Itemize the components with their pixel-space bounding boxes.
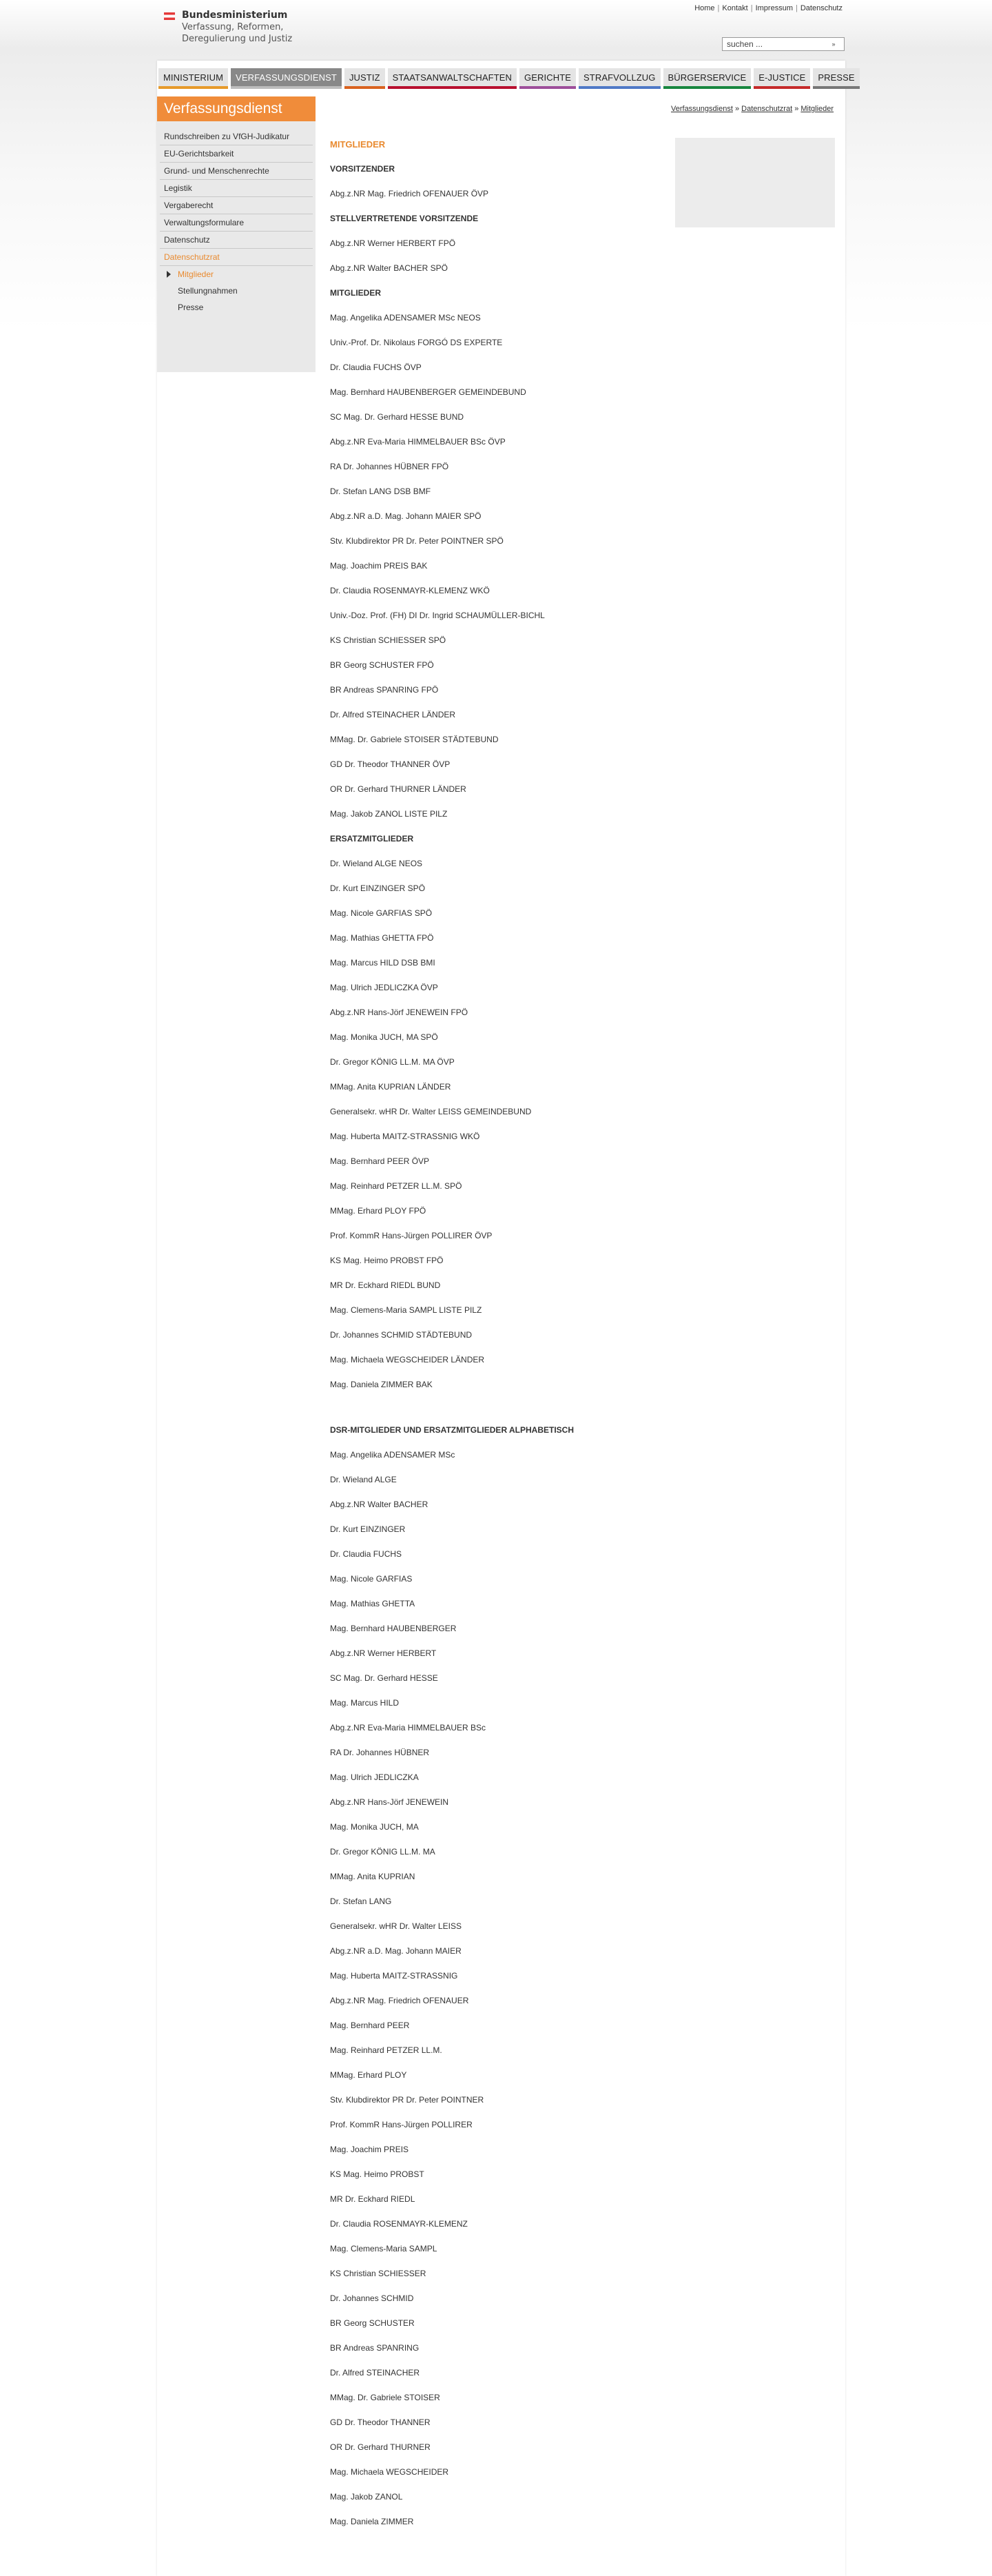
member-entry: Abg.z.NR Eva-Maria HIMMELBAUER BSc ÖVP xyxy=(330,437,506,447)
member-entry: Mag. Bernhard HAUBENBERGER xyxy=(330,1624,457,1633)
member-entry: SC Mag. Dr. Gerhard HESSE xyxy=(330,1673,438,1683)
member-entry: MMag. Erhard PLOY FPÖ xyxy=(330,1206,426,1216)
member-entry: Abg.z.NR Walter BACHER SPÖ xyxy=(330,263,448,273)
page-header xyxy=(0,0,992,58)
member-entry: Prof. KommR Hans-Jürgen POLLIRER ÖVP xyxy=(330,1231,493,1240)
list-alphabetisch xyxy=(330,1450,674,2526)
member-entry: Mag. Nicole GARFIAS SPÖ xyxy=(330,908,433,918)
member-entry: GD Dr. Theodor THANNER ÖVP xyxy=(330,759,451,769)
topnav-datenschutz-link[interactable]: Datenschutz xyxy=(800,4,843,12)
member-entry: Dr. Claudia ROSENMAYR-KLEMENZ xyxy=(330,2219,468,2229)
topnav-home-link[interactable]: Home xyxy=(694,4,715,12)
member-entry: Dr. Claudia FUCHS xyxy=(330,1549,402,1559)
topnav-separator: | xyxy=(795,4,798,12)
member-entry: MMag. Anita KUPRIAN xyxy=(330,1872,415,1881)
member-entry: BR Andreas SPANRING xyxy=(330,2343,420,2353)
sidebar-menu xyxy=(157,128,316,316)
member-entry: Mag. Michaela WEGSCHEIDER xyxy=(330,2467,449,2477)
tab-ministerium[interactable]: MINISTERIUM xyxy=(158,68,228,89)
breadcrumb xyxy=(671,105,834,113)
member-entry: Abg.z.NR Hans-Jörf JENEWEIN xyxy=(330,1797,449,1807)
tab-presse[interactable]: PRESSE xyxy=(813,68,859,89)
member-entry: KS Mag. Heimo PROBST xyxy=(330,2169,424,2179)
member-entry: Mag. Mathias GHETTA FPÖ xyxy=(330,933,434,943)
member-entry: OR Dr. Gerhard THURNER xyxy=(330,2442,431,2452)
member-entry: Generalsekr. wHR Dr. Walter LEISS xyxy=(330,1921,462,1931)
breadcrumb-separator: » xyxy=(794,105,799,113)
member-entry: Mag. Clemens-Maria SAMPL xyxy=(330,2244,437,2253)
section-heading-vorsitzender: VORSITZENDER xyxy=(330,164,395,174)
member-entry: OR Dr. Gerhard THURNER LÄNDER xyxy=(330,784,466,794)
member-entry: Dr. Stefan LANG xyxy=(330,1897,392,1906)
sidebar-item-vergaberecht[interactable]: Vergaberecht xyxy=(160,197,313,214)
member-entry: Mag. Reinhard PETZER LL.M. xyxy=(330,2045,442,2055)
member-entry: Stv. Klubdirektor PR Dr. Peter POINTNER SPÖ xyxy=(330,536,504,546)
breadcrumb-link-verfassungsdienst[interactable]: Verfassungsdienst xyxy=(671,105,733,113)
member-entry: Dr. Johannes SCHMID xyxy=(330,2293,414,2303)
member-entry: KS Christian SCHIESSER SPÖ xyxy=(330,635,446,645)
member-entry: Mag. Marcus HILD xyxy=(330,1698,400,1708)
member-entry: RA Dr. Johannes HÜBNER FPÖ xyxy=(330,462,449,471)
info-box xyxy=(675,138,835,227)
member-entry: Abg.z.NR Mag. Friedrich OFENAUER ÖVP xyxy=(330,189,489,198)
list-ersatzmitglieder xyxy=(330,859,674,1389)
topnav-separator: | xyxy=(750,4,753,12)
member-entry: Mag. Mathias GHETTA xyxy=(330,1599,415,1608)
member-entry: Abg.z.NR Eva-Maria HIMMELBAUER BSc xyxy=(330,1723,486,1732)
member-entry: Prof. KommR Hans-Jürgen POLLIRER xyxy=(330,2120,473,2129)
section-heading-stellvertretende: STELLVERTRETENDE VORSITZENDE xyxy=(330,214,479,223)
member-entry: Dr. Gregor KÖNIG LL.M. MA ÖVP xyxy=(330,1057,455,1067)
member-entry: KS Mag. Heimo PROBST FPÖ xyxy=(330,1256,444,1265)
member-entry: Dr. Claudia ROSENMAYR-KLEMENZ WKÖ xyxy=(330,586,490,595)
sidebar-title[interactable]: Verfassungsdienst xyxy=(157,96,316,121)
member-entry: Mag. Huberta MAITZ-STRASSNIG xyxy=(330,1971,458,1981)
logo-text xyxy=(182,10,292,45)
section-heading-alphabetisch: DSR-MITGLIEDER UND ERSATZMITGLIEDER ALPHABETISCH xyxy=(330,1425,574,1435)
member-entry: MMag. Erhard PLOY xyxy=(330,2070,407,2080)
search-submit-button[interactable]: » xyxy=(831,41,836,48)
member-entry: Mag. Marcus HILD DSB BMI xyxy=(330,958,435,968)
breadcrumb-link-datenschutzrat[interactable]: Datenschutzrat xyxy=(741,105,793,113)
member-entry: Mag. Clemens-Maria SAMPL LISTE PILZ xyxy=(330,1305,482,1315)
main-content xyxy=(330,139,674,2542)
sidebar-item-legistik[interactable]: Legistik xyxy=(160,180,313,197)
member-entry: KS Christian SCHIESSER xyxy=(330,2269,426,2278)
breadcrumb-separator: » xyxy=(734,105,740,113)
member-entry: Abg.z.NR Werner HERBERT FPÖ xyxy=(330,238,456,248)
tab-strafvollzug[interactable]: STRAFVOLLZUG xyxy=(579,68,661,89)
member-entry: Abg.z.NR Walter BACHER xyxy=(330,1500,428,1509)
member-entry: Dr. Claudia FUCHS ÖVP xyxy=(330,362,422,372)
member-entry: Abg.z.NR a.D. Mag. Johann MAIER xyxy=(330,1946,462,1956)
member-entry: BR Georg SCHUSTER FPÖ xyxy=(330,660,434,670)
member-entry: MMag. Anita KUPRIAN LÄNDER xyxy=(330,1082,451,1092)
sidebar-subitem-presse[interactable]: Presse xyxy=(178,303,204,312)
arrow-right-icon xyxy=(167,271,171,278)
member-entry: Abg.z.NR Hans-Jörf JENEWEIN FPÖ xyxy=(330,1008,468,1017)
member-entry: MMag. Dr. Gabriele STOISER xyxy=(330,2393,440,2402)
member-entry: Mag. Jakob ZANOL xyxy=(330,2492,403,2502)
member-entry: Abg.z.NR a.D. Mag. Johann MAIER SPÖ xyxy=(330,511,482,521)
member-entry: BR Andreas SPANRING FPÖ xyxy=(330,685,439,695)
top-navigation xyxy=(692,4,845,12)
sidebar-item-rundschreiben[interactable]: Rundschreiben zu VfGH-Judikatur xyxy=(160,128,313,145)
member-entry: GD Dr. Theodor THANNER xyxy=(330,2417,431,2427)
member-entry: Mag. Daniela ZIMMER BAK xyxy=(330,1380,433,1389)
section-heading-ersatzmitglieder: ERSATZMITGLIEDER xyxy=(330,834,414,844)
member-entry: Mag. Joachim PREIS xyxy=(330,2145,409,2154)
member-entry: Dr. Kurt EINZINGER SPÖ xyxy=(330,883,426,893)
sidebar-subitem-mitglieder[interactable] xyxy=(160,266,313,283)
member-entry: Mag. Ulrich JEDLICZKA xyxy=(330,1772,419,1782)
member-entry: BR Georg SCHUSTER xyxy=(330,2318,415,2328)
topnav-kontakt-link[interactable]: Kontakt xyxy=(722,4,748,12)
sidebar-subitem-label: Mitglieder xyxy=(178,269,214,279)
sidebar xyxy=(157,96,316,372)
member-entry: Dr. Wieland ALGE xyxy=(330,1475,397,1484)
member-entry: Mag. Reinhard PETZER LL.M. SPÖ xyxy=(330,1181,462,1191)
sidebar-item-eu-gerichtsbarkeit[interactable]: EU-Gerichtsbarkeit xyxy=(160,145,313,163)
member-entry: Mag. Angelika ADENSAMER MSc xyxy=(330,1450,455,1460)
member-entry: Abg.z.NR Werner HERBERT xyxy=(330,1648,437,1658)
austria-flag-icon xyxy=(164,12,175,20)
sidebar-item-verwaltungsformulare[interactable]: Verwaltungsformulare xyxy=(160,214,313,232)
member-entry: Dr. Alfred STEINACHER xyxy=(330,2368,420,2378)
member-entry: Dr. Alfred STEINACHER LÄNDER xyxy=(330,710,456,719)
member-entry: Mag. Bernhard HAUBENBERGER GEMEINDEBUND xyxy=(330,387,526,397)
tab-staatsanwaltschaften[interactable]: STAATSANWALTSCHAFTEN xyxy=(388,68,517,89)
member-entry: Dr. Gregor KÖNIG LL.M. MA xyxy=(330,1847,435,1857)
page-body xyxy=(157,61,845,2576)
member-entry: Mag. Nicole GARFIAS xyxy=(330,1574,413,1584)
topnav-impressum-link[interactable]: Impressum xyxy=(755,4,793,12)
tab-bürgerservice[interactable]: BÜRGERSERVICE xyxy=(663,68,752,89)
member-entry: Mag. Jakob ZANOL LISTE PILZ xyxy=(330,809,448,819)
ministry-logo[interactable] xyxy=(164,10,292,45)
member-entry: Generalsekr. wHR Dr. Walter LEISS GEMEINDEBUND xyxy=(330,1107,532,1116)
search-box xyxy=(722,37,845,51)
member-entry: Mag. Ulrich JEDLICZKA ÖVP xyxy=(330,983,438,992)
tab-justiz[interactable]: JUSTIZ xyxy=(344,68,385,89)
member-entry: Mag. Daniela ZIMMER xyxy=(330,2517,414,2526)
member-entry: Mag. Monika JUCH, MA SPÖ xyxy=(330,1032,438,1042)
sidebar-item-datenschutz[interactable]: Datenschutz xyxy=(160,232,313,249)
member-entry: MR Dr. Eckhard RIEDL BUND xyxy=(330,1280,441,1290)
list-vorsitzender xyxy=(330,189,674,198)
list-mitglieder xyxy=(330,313,674,819)
logo-line-1: Bundesministerium xyxy=(182,10,288,21)
member-entry: Stv. Klubdirektor PR Dr. Peter POINTNER xyxy=(330,2095,484,2105)
logo-line-3: Deregulierung und Justiz xyxy=(182,34,293,44)
page-title: MITGLIEDER xyxy=(330,139,386,150)
member-entry: Dr. Kurt EINZINGER xyxy=(330,1524,406,1534)
member-entry: Mag. Bernhard PEER ÖVP xyxy=(330,1156,430,1166)
member-entry: Univ.-Prof. Dr. Nikolaus FORGÓ DS EXPERTE xyxy=(330,338,503,347)
member-entry: MMag. Dr. Gabriele STOISER STÄDTEBUND xyxy=(330,735,499,744)
member-entry: Mag. Michaela WEGSCHEIDER LÄNDER xyxy=(330,1355,485,1364)
member-entry: Mag. Angelika ADENSAMER MSc NEOS xyxy=(330,313,481,323)
member-entry: Dr. Johannes SCHMID STÄDTEBUND xyxy=(330,1330,473,1340)
member-entry: Abg.z.NR Mag. Friedrich OFENAUER xyxy=(330,1996,469,2005)
member-entry: Dr. Wieland ALGE NEOS xyxy=(330,859,423,868)
member-entry: Univ.-Doz. Prof. (FH) DI Dr. Ingrid SCHAUMÜLLER-BICHL xyxy=(330,611,545,620)
member-entry: Mag. Monika JUCH, MA xyxy=(330,1822,419,1832)
section-spacer xyxy=(330,1404,674,1425)
tab-verfassungsdienst[interactable]: VERFASSUNGSDIENST xyxy=(231,68,342,89)
tab-e-justice[interactable]: E-JUSTICE xyxy=(754,68,810,89)
member-entry: RA Dr. Johannes HÜBNER xyxy=(330,1748,430,1757)
logo-line-2: Verfassung, Reformen, xyxy=(182,22,284,32)
tab-gerichte[interactable]: GERICHTE xyxy=(519,68,576,89)
member-entry: SC Mag. Dr. Gerhard HESSE BUND xyxy=(330,412,464,422)
sidebar-subitem-stellungnahmen[interactable]: Stellungnahmen xyxy=(178,286,238,296)
list-stellvertretende xyxy=(330,238,674,273)
search-input[interactable] xyxy=(723,39,825,49)
section-heading-mitglieder: MITGLIEDER xyxy=(330,288,381,298)
member-entry: Dr. Stefan LANG DSB BMF xyxy=(330,487,431,496)
member-entry: Mag. Huberta MAITZ-STRASSNIG WKÖ xyxy=(330,1132,480,1141)
breadcrumb-link-mitglieder[interactable]: Mitglieder xyxy=(800,105,834,113)
sidebar-item-grundrechte[interactable]: Grund- und Menschenrechte xyxy=(160,163,313,180)
member-entry: MR Dr. Eckhard RIEDL xyxy=(330,2194,415,2204)
topnav-separator: | xyxy=(717,4,720,12)
sidebar-item-datenschutzrat[interactable]: Datenschutzrat xyxy=(160,249,313,266)
member-entry: Mag. Joachim PREIS BAK xyxy=(330,561,428,571)
member-entry: Mag. Bernhard PEER xyxy=(330,2021,410,2030)
